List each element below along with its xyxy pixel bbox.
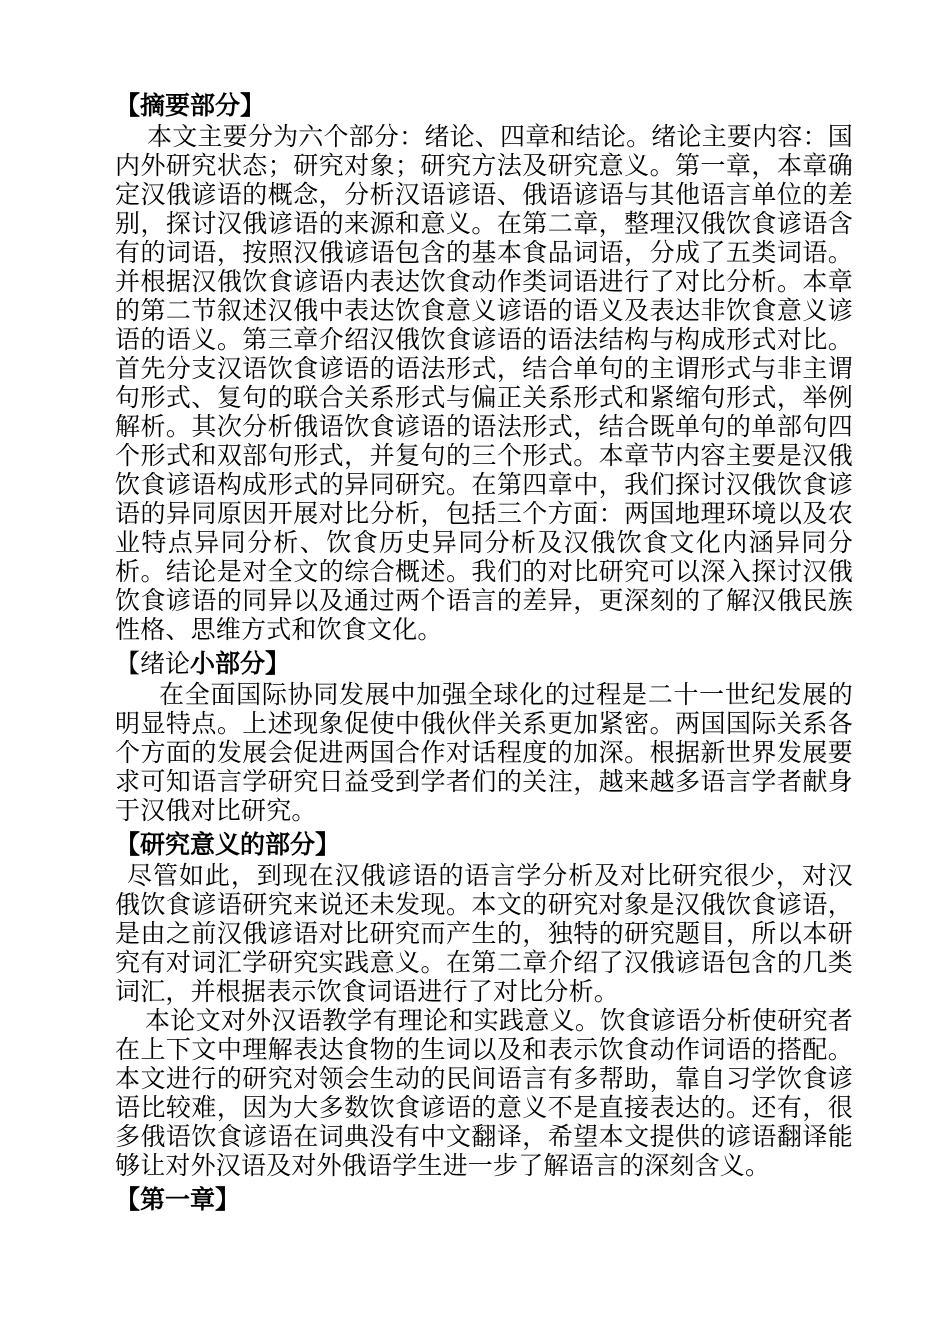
introduction-paragraph: 在全面国际协同发展中加强全球化的过程是二十一世纪发展的明显特点。上述现象促使中俄伙伴关系更加紧密。两国国际关系各个方面的发展会促进两国合作对话程度的加深。根据新世界发展要求可知语言学研究日益受到学者们的关注，越来越多语言学者献身于汉俄对比研究。 (115, 680, 853, 825)
introduction-heading-suffix: 小部分】 (190, 649, 291, 678)
significance-paragraph-2: 本论文对外汉语教学有理论和实践意义。饮食谚语分析使研究者在上下文中理解表达食物的生词以及和表示饮食动作词语的搭配。本文进行的研究对领会生动的民间语言有多帮助，靠自习学饮食谚语比较难，因为大多数饮食谚语的意义不是直接表达的。还有，很多俄语饮食谚语在词典没有中文翻译，希望本文提供的谚语翻译能够让对外汉语及对外俄语学生进一步了解语言的深刻含义。 (115, 1006, 853, 1180)
abstract-heading: 【摘要部分】 (115, 91, 266, 120)
introduction-heading (115, 648, 853, 680)
introduction-heading-prefix: 【绪论 (115, 649, 191, 678)
significance-paragraph-1: 尽管如此，到现在汉俄谚语的语言学分析及对比研究很少，对汉俄饮食谚语研究来说还未发现。本文的研究对象是汉俄饮食谚语，是由之前汉俄谚语对比研究而产生的，独特的研究题目，所以本研究有对词汇学研究实践意义。在第二章介绍了汉俄谚语包含的几类词汇，并根据表示饮食词语进行了对比分析。 (115, 861, 853, 1006)
document-page (115, 90, 853, 1216)
abstract-paragraph: 本文主要分为六个部分：绪论、四章和结论。绪论主要内容：国内外研究状态；研究对象；研究方法及研究意义。第一章，本章确定汉俄谚语的概念，分析汉语谚语、俄语谚语与其他语言单位的差别，探讨汉俄谚语的来源和意义。在第二章，整理汉俄饮食谚语含有的词语，按照汉俄谚语包含的基本食品词语，分成了五类词语。并根据汉俄饮食谚语内表达饮食动作类词语进行了对比分析。本章的第二节叙述汉俄中表达饮食意义谚语的语义及表达非饮食意义谚语的语义。第三章介绍汉俄饮食谚语的语法结构与构成形式对比。首先分支汉语饮食谚语的语法形式，结合单句的主谓形式与非主谓句形式、复句的联合关系形式与偏正关系形式和紧缩句形式，举例解析。其次分析俄语饮食谚语的语法形式，结合既单句的单部句四个形式和双部句形式，并复句的三个形式。本章节内容主要是汉俄饮食谚语构成形式的异同研究。在第四章中，我们探讨汉俄饮食谚语的异同原因开展对比分析，包括三个方面：两国地理环境以及农业特点异同分析、饮食历史异同分析及汉俄饮食文化内涵异同分析。结论是对全文的综合概述。我们的对比研究可以深入探讨汉俄饮食谚语的同异以及通过两个语言的差异，更深刻的了解汉俄民族性格、思维方式和饮食文化。 (115, 122, 853, 644)
significance-heading: 【研究意义的部分】 (115, 830, 341, 859)
chapter-one-heading: 【第一章】 (115, 1185, 241, 1214)
